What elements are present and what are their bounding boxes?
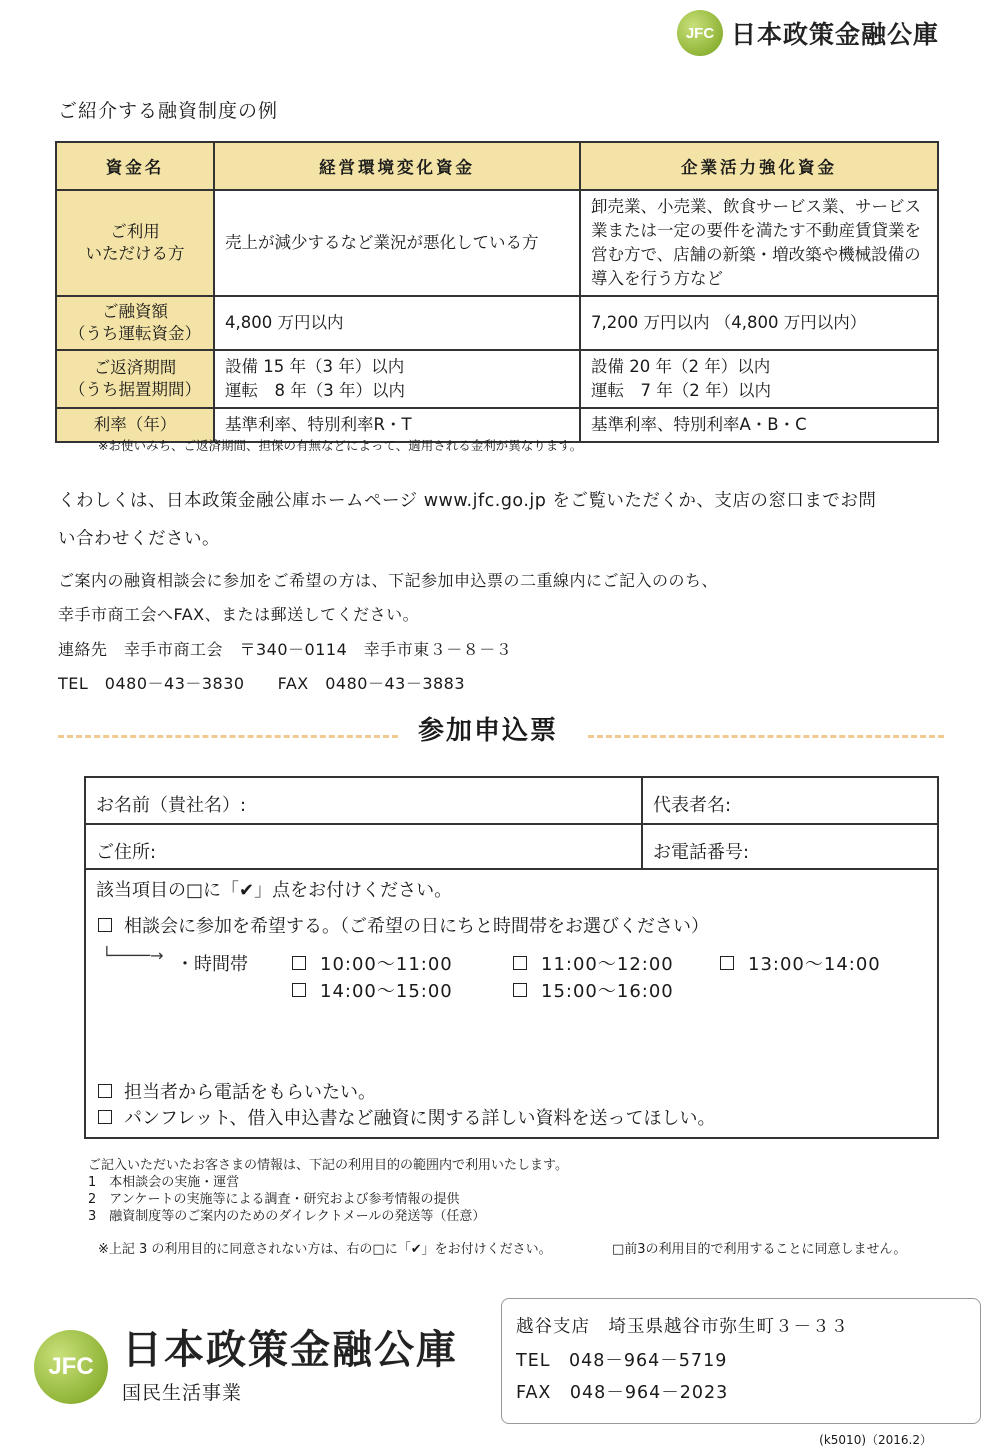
time-option[interactable]: [292, 950, 453, 976]
checkbox-icon[interactable]: [98, 1084, 112, 1098]
table-cell: 基準利率、特別利率R・T: [214, 408, 580, 442]
form-column-divider: [641, 778, 643, 870]
document-code: (k5010)（2016.2）: [819, 1433, 932, 1447]
checkbox-icon[interactable]: [513, 983, 527, 997]
privacy-consent: ※上記 3 の利用目的に同意されない方は、右の□に「✔」をお付けください。: [98, 1242, 552, 1257]
table-cell: 設備 20 年（2 年）以内 運転 7 年（2 年）以内: [580, 350, 938, 408]
table-header-cell: 資金名: [56, 142, 214, 190]
branch-tel: TEL 048－964－5719: [516, 1351, 728, 1371]
footer-org-name: 日本政策金融公庫: [122, 1327, 458, 1373]
table-header-cell: 経営環境変化資金: [214, 142, 580, 190]
privacy-item: 2 アンケートの実施等による調査・研究および参考情報の提供: [88, 1192, 460, 1207]
privacy-decline-checkbox[interactable]: □前3の利用目的で利用することに同意しません。: [612, 1242, 907, 1257]
branch-fax: FAX 048－964－2023: [516, 1383, 729, 1403]
time-option[interactable]: [292, 977, 453, 1003]
privacy-intro: ご記入いただいたお客さまの情報は、下記の利用目的の範囲内で利用いたします。: [88, 1158, 568, 1173]
time-option-label: 11:00～12:00: [541, 954, 674, 975]
option-docs-label: パンフレット、借入申込書など融資に関する詳しい資料を送ってほしい。: [124, 1108, 716, 1129]
dashed-separator: [588, 735, 944, 738]
time-option-label: 13:00～14:00: [748, 954, 881, 975]
row-label: ご利用 いただける方: [56, 190, 214, 296]
checkbox-icon[interactable]: [513, 956, 527, 970]
loan-table: [55, 141, 939, 443]
checkbox-instruction: 該当項目の□に「✔」点をお付けください。: [96, 880, 453, 901]
privacy-item: 3 融資制度等のご案内のためのダイレクトメールの発送等（任意）: [88, 1209, 486, 1224]
branch-address: 越谷支店 埼玉県越谷市弥生町３－３３: [516, 1317, 849, 1337]
footer-division: 国民生活事業: [122, 1382, 243, 1404]
time-option[interactable]: [513, 950, 674, 976]
org-name: 日本政策金融公庫: [731, 20, 940, 49]
phone-field[interactable]: お電話番号:: [653, 842, 750, 863]
application-title: 参加申込票: [418, 716, 559, 746]
time-option-label: 15:00～16:00: [541, 981, 674, 1002]
table-row: [56, 296, 938, 351]
form-row-address: [86, 823, 937, 870]
row-label: 利率（年）: [56, 408, 214, 442]
option-attend-label: 相談会に参加を希望する。（ご希望の日にちと時間帯をお選びください）: [124, 916, 709, 937]
table-cell: 7,200 万円以内 （4,800 万円以内）: [580, 296, 938, 351]
section-title: ご紹介する融資制度の例: [58, 100, 279, 122]
table-cell: 卸売業、小売業、飲食サービス業、サービス業または一定の要件を満たす不動産賃貸業を営む方で、店舗の新築・増改築や機械設備の導入を行う方など: [580, 190, 938, 296]
name-field[interactable]: お名前（貴社名）:: [96, 795, 247, 816]
checkbox-icon[interactable]: [98, 1110, 112, 1124]
checkbox-icon[interactable]: [292, 956, 306, 970]
table-header-cell: 企業活力強化資金: [580, 142, 938, 190]
representative-field[interactable]: 代表者名:: [653, 795, 732, 816]
time-slot-label: ・時間帯: [176, 954, 248, 975]
table-cell: 4,800 万円以内: [214, 296, 580, 351]
table-cell: 売上が減少するなど業況が悪化している方: [214, 190, 580, 296]
checkbox-icon[interactable]: [292, 983, 306, 997]
info-line: い合わせください。: [58, 529, 220, 549]
option-call[interactable]: [98, 1078, 376, 1104]
option-attend[interactable]: [98, 912, 709, 938]
jfc-logo-icon: JFC: [677, 10, 723, 56]
arrow-icon: └────→: [102, 946, 164, 965]
table-row: [56, 350, 938, 408]
table-cell: 基準利率、特別利率A・B・C: [580, 408, 938, 442]
option-docs[interactable]: [98, 1104, 715, 1130]
address-field[interactable]: ご住所:: [96, 842, 157, 863]
table-row: [56, 190, 938, 296]
privacy-item: 1 本相談会の実施・運営: [88, 1175, 240, 1190]
info-line: ご案内の融資相談会に参加をご希望の方は、下記参加申込票の二重線内にご記入ののち、: [58, 571, 719, 590]
table-cell: 設備 15 年（3 年）以内 運転 8 年（3 年）以内: [214, 350, 580, 408]
option-call-label: 担当者から電話をもらいたい。: [124, 1082, 376, 1103]
table-header-row: [56, 142, 938, 190]
time-option-label: 10:00～11:00: [320, 954, 453, 975]
footer-logo: [34, 1328, 458, 1405]
row-label: ご返済期間 （うち据置期間）: [56, 350, 214, 408]
checkbox-icon[interactable]: [98, 918, 112, 932]
table-note: ※お使いみち、ご返済期間、担保の有無などによって、適用される金利が異なります。: [98, 438, 583, 453]
contact-address: 連絡先 幸手市商工会 〒340－0114 幸手市東３－８－３: [58, 640, 513, 659]
branch-info-box: [501, 1298, 981, 1424]
jfc-logo-icon: JFC: [34, 1330, 108, 1404]
header-logo: [677, 10, 939, 56]
row-label: ご融資額 （うち運転資金）: [56, 296, 214, 351]
info-line: 幸手市商工会へFAX、または郵送してください。: [58, 605, 420, 624]
info-line: くわしくは、日本政策金融公庫ホームページ www.jfc.go.jp をご覧いただくか、支店の窓口までお問: [58, 491, 877, 511]
privacy-notice: [88, 1157, 568, 1225]
time-option[interactable]: [720, 950, 881, 976]
dashed-separator: [58, 735, 398, 738]
checkbox-icon[interactable]: [720, 956, 734, 970]
time-option[interactable]: [513, 977, 674, 1003]
contact-tel-fax: TEL 0480－43－3830 FAX 0480－43－3883: [58, 674, 466, 693]
application-form: [84, 776, 939, 1139]
time-option-label: 14:00～15:00: [320, 981, 453, 1002]
